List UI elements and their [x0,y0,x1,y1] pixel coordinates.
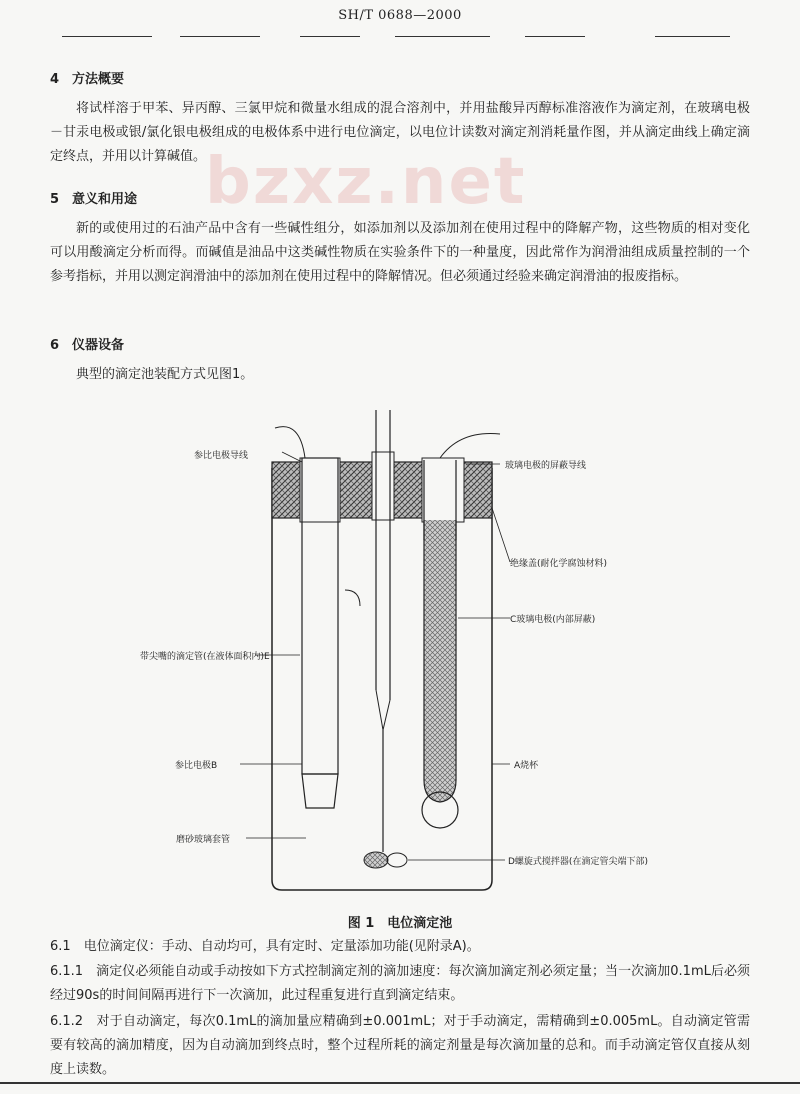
header-rule [525,36,585,37]
section-5-body: 新的或使用过的石油产品中含有一些碱性组分，如添加剂以及添加剂在使用过程中的降解产物，这些物质的相对变化可以用酸滴定分析而得。而碱值是油品中这类碱性物质在实验条件下的一种量度，因此常作为润滑油组成质量控制的一个参考指标，并用以测定润滑油中的添加剂在使用过程中的降解情况。但必须通过经验来确定润滑油的报废指标。 [50,221,750,284]
ref-electrode-bore [300,458,340,522]
section-6-body: 典型的滴定池装配方式见图1。 [76,367,254,382]
clause-6-1-2 [50,1010,750,1082]
label-ref-lead: 参比电极导线 [194,451,249,461]
glass-electrode-bore [422,458,464,522]
label-ref-electrode: 参比电极B [175,761,218,771]
titration-cell-figure [0,400,800,920]
burette-tip [376,690,390,730]
clause-6-1 [50,935,750,959]
section-4-body: 将试样溶于甲苯、异丙醇、三氯甲烷和微量水组成的混合溶剂中，并用盐酸异丙醇标准溶液作为滴定剂，在玻璃电极－甘汞电极或银/氯化银电极组成的电极体系中进行电位滴定，以电位计读数对滴定剂消耗量作图，并从滴定曲线上确定滴定终点，并用以计算碱值。 [50,101,750,164]
clause-text: 对于自动滴定，每次0.1mL的滴加量应精确到±0.001mL；对于手动滴定，需精确到±0.005mL。自动滴定管需要有较高的滴加精度，因为自动滴加到终点时，整个过程所耗的滴定剂量是每次滴加量的总和。而手动滴定管仅直接从刻度上读数。 [50,1014,750,1077]
label-beaker: A烧杯 [514,761,539,771]
label-stopper: 绝缘盖(耐化学腐蚀材料) [510,559,608,569]
clause-number: 6.1 [50,939,71,954]
header-rule [62,36,152,37]
header-rule [300,36,360,37]
page-header: SH/T 0688—2000 [338,8,462,23]
clause-6-1-1 [50,960,750,1008]
titration-cell-diagram [0,400,800,920]
section-5-title: 5 意义和用途 [50,192,138,207]
ground-glass-sleeve [302,774,338,808]
clause-number: 6.1.2 [50,1014,84,1029]
header-rule [180,36,260,37]
watermark: bzxz.net [205,145,527,219]
clause-text: 电位滴定仪：手动、自动均可，具有定时、定量添加功能(见附录A)。 [70,939,480,954]
label-glass-electrode: C玻璃电极(内部屏蔽) [510,615,596,625]
ref-lead-wire [275,427,305,458]
glass-lead-wire [440,434,500,459]
burette-bore [372,452,394,520]
bottom-rule [0,1082,800,1084]
clause-text: 滴定仪必须能自动或手动按如下方式控制滴定剂的滴加速度：每次滴加滴定剂必须定量；当一次滴加0.1mL后必须经过90s的时间间隔再进行下一次滴加，此过程重复进行直到滴定结束。 [50,964,750,1003]
label-sleeve: 磨砂玻璃套管 [176,835,231,845]
header-rule [395,36,490,37]
beaker [272,468,492,890]
label-burette: 带尖嘴的滴定管(在液体面积内)E [140,652,270,662]
section-6-title: 6 仪器设备 [50,338,125,353]
label-glass-lead: 玻璃电极的屏蔽导线 [505,461,587,471]
figure-caption: 图 1 电位滴定池 [347,916,453,931]
header-rule [655,36,730,37]
section-4-title: 4 方法概要 [50,72,125,87]
label-stirrer: D螺旋式搅拌器(在滴定管尖端下部) [508,857,648,867]
stirrer-blade [364,852,388,868]
glass-electrode [424,520,456,802]
clause-number: 6.1.1 [50,964,84,979]
